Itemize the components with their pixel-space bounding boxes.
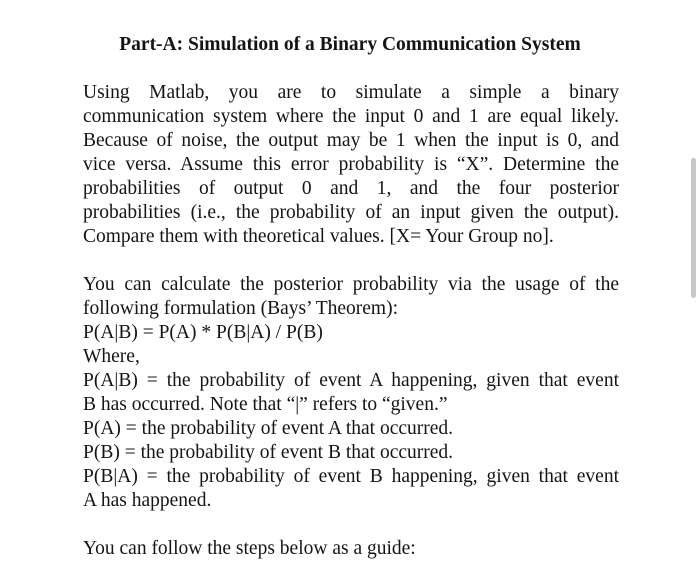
paragraph-line: following formulation (Bays’ Theorem): [83, 298, 398, 319]
scrollbar[interactable] [691, 158, 696, 298]
definition-line: B has occurred. Note that “|” refers to “given.” [83, 394, 448, 415]
paragraph-line: You can calculate the posterior probability via the usage of the [83, 274, 619, 295]
bayes-paragraph [83, 273, 619, 513]
paragraph-line: Compare them with theoretical values. [X= Your Group no]. [83, 226, 554, 247]
guide-paragraph [83, 537, 619, 561]
definition-line: P(B|A) = the probability of event B happening, given that event [83, 466, 619, 487]
paragraph-line: probabilities (i.e., the probability of an input given the output). [83, 202, 619, 223]
paragraph-line: probabilities of output 0 and 1, and the four posterior [83, 178, 619, 199]
paragraph-line: You can follow the steps below as a guide: [83, 538, 416, 559]
paragraph-line: communication system where the input 0 and 1 are equal likely. [83, 106, 619, 127]
intro-paragraph [83, 81, 619, 249]
paragraph-line: vice versa. Assume this error probability is “X”. Determine the [83, 154, 619, 175]
definition-line: P(A|B) = the probability of event A happening, given that event [83, 370, 619, 391]
definition-line: A has happened. [83, 490, 212, 511]
paragraph-line: Where, [83, 346, 140, 367]
bayes-formula: P(A|B) = P(A) * P(B|A) / P(B) [83, 322, 323, 343]
document-title: Part-A: Simulation of a Binary Communication System [119, 34, 581, 55]
definition-line: P(A) = the probability of event A that occurred. [83, 418, 454, 439]
paragraph-line: Using Matlab, you are to simulate a simple a binary [83, 82, 619, 103]
definition-line: P(B) = the probability of event B that occurred. [83, 442, 454, 463]
paragraph-line: Because of noise, the output may be 1 when the input is 0, and [83, 130, 619, 151]
